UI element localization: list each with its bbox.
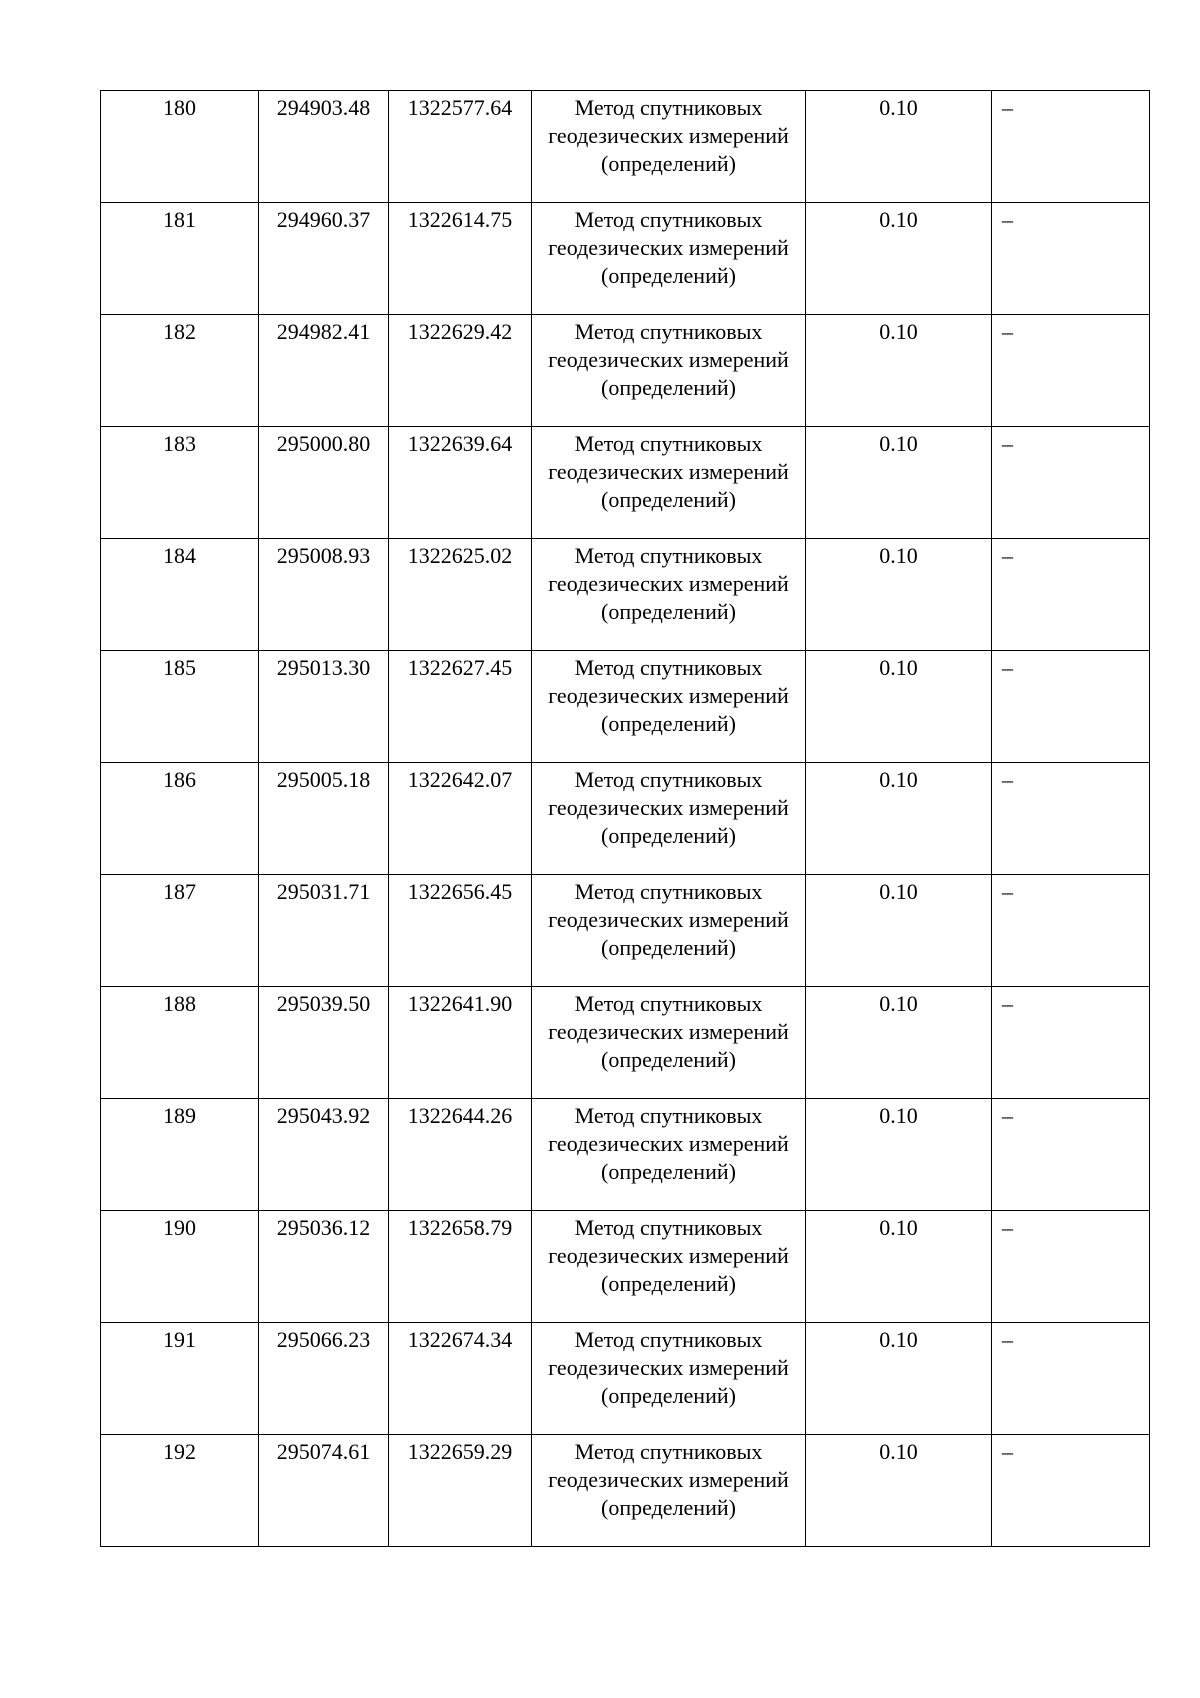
point-number-cell: 189: [101, 1099, 259, 1211]
x-coordinate-cell: 295043.92: [259, 1099, 389, 1211]
note-cell: –: [992, 539, 1150, 651]
point-number-cell: 181: [101, 203, 259, 315]
accuracy-cell: 0.10: [806, 763, 992, 875]
x-coordinate-cell: 295074.61: [259, 1435, 389, 1547]
point-number-cell: 183: [101, 427, 259, 539]
table-row: [101, 91, 1150, 203]
point-number-cell: 184: [101, 539, 259, 651]
method-cell: Метод спутниковых геодезических измерений (определений): [532, 651, 806, 763]
point-number-cell: 190: [101, 1211, 259, 1323]
point-number-cell: 180: [101, 91, 259, 203]
table-row: [101, 763, 1150, 875]
method-cell: Метод спутниковых геодезических измерений (определений): [532, 1211, 806, 1323]
point-number-cell: 186: [101, 763, 259, 875]
accuracy-cell: 0.10: [806, 1435, 992, 1547]
coordinates-table-body: [101, 91, 1150, 1547]
table-row: [101, 1211, 1150, 1323]
accuracy-cell: 0.10: [806, 1099, 992, 1211]
coordinates-table: [100, 90, 1150, 1547]
note-cell: –: [992, 1323, 1150, 1435]
accuracy-cell: 0.10: [806, 91, 992, 203]
point-number-cell: 191: [101, 1323, 259, 1435]
note-cell: –: [992, 875, 1150, 987]
note-cell: –: [992, 1435, 1150, 1547]
x-coordinate-cell: 295013.30: [259, 651, 389, 763]
method-cell: Метод спутниковых геодезических измерений (определений): [532, 539, 806, 651]
note-cell: –: [992, 315, 1150, 427]
table-row: [101, 427, 1150, 539]
table-row: [101, 987, 1150, 1099]
note-cell: –: [992, 203, 1150, 315]
accuracy-cell: 0.10: [806, 1211, 992, 1323]
point-number-cell: 185: [101, 651, 259, 763]
y-coordinate-cell: 1322577.64: [389, 91, 532, 203]
x-coordinate-cell: 295031.71: [259, 875, 389, 987]
note-cell: –: [992, 987, 1150, 1099]
y-coordinate-cell: 1322625.02: [389, 539, 532, 651]
note-cell: –: [992, 763, 1150, 875]
note-cell: –: [992, 1099, 1150, 1211]
method-cell: Метод спутниковых геодезических измерений (определений): [532, 1099, 806, 1211]
accuracy-cell: 0.10: [806, 203, 992, 315]
y-coordinate-cell: 1322674.34: [389, 1323, 532, 1435]
method-cell: Метод спутниковых геодезических измерений (определений): [532, 1323, 806, 1435]
point-number-cell: 188: [101, 987, 259, 1099]
note-cell: –: [992, 1211, 1150, 1323]
x-coordinate-cell: 295005.18: [259, 763, 389, 875]
y-coordinate-cell: 1322658.79: [389, 1211, 532, 1323]
table-row: [101, 1323, 1150, 1435]
table-row: [101, 1435, 1150, 1547]
method-cell: Метод спутниковых геодезических измерений (определений): [532, 203, 806, 315]
x-coordinate-cell: 295000.80: [259, 427, 389, 539]
table-row: [101, 651, 1150, 763]
note-cell: –: [992, 427, 1150, 539]
accuracy-cell: 0.10: [806, 315, 992, 427]
point-number-cell: 182: [101, 315, 259, 427]
method-cell: Метод спутниковых геодезических измерений (определений): [532, 1435, 806, 1547]
method-cell: Метод спутниковых геодезических измерений (определений): [532, 91, 806, 203]
method-cell: Метод спутниковых геодезических измерений (определений): [532, 987, 806, 1099]
x-coordinate-cell: 294903.48: [259, 91, 389, 203]
note-cell: –: [992, 91, 1150, 203]
accuracy-cell: 0.10: [806, 427, 992, 539]
accuracy-cell: 0.10: [806, 539, 992, 651]
method-cell: Метод спутниковых геодезических измерений (определений): [532, 427, 806, 539]
y-coordinate-cell: 1322639.64: [389, 427, 532, 539]
method-cell: Метод спутниковых геодезических измерений (определений): [532, 763, 806, 875]
accuracy-cell: 0.10: [806, 1323, 992, 1435]
y-coordinate-cell: 1322642.07: [389, 763, 532, 875]
y-coordinate-cell: 1322656.45: [389, 875, 532, 987]
accuracy-cell: 0.10: [806, 987, 992, 1099]
accuracy-cell: 0.10: [806, 651, 992, 763]
y-coordinate-cell: 1322629.42: [389, 315, 532, 427]
x-coordinate-cell: 295039.50: [259, 987, 389, 1099]
table-row: [101, 539, 1150, 651]
x-coordinate-cell: 295066.23: [259, 1323, 389, 1435]
x-coordinate-cell: 294982.41: [259, 315, 389, 427]
table-row: [101, 315, 1150, 427]
y-coordinate-cell: 1322644.26: [389, 1099, 532, 1211]
note-cell: –: [992, 651, 1150, 763]
y-coordinate-cell: 1322659.29: [389, 1435, 532, 1547]
x-coordinate-cell: 295008.93: [259, 539, 389, 651]
point-number-cell: 187: [101, 875, 259, 987]
point-number-cell: 192: [101, 1435, 259, 1547]
y-coordinate-cell: 1322614.75: [389, 203, 532, 315]
x-coordinate-cell: 295036.12: [259, 1211, 389, 1323]
method-cell: Метод спутниковых геодезических измерений (определений): [532, 875, 806, 987]
table-row: [101, 875, 1150, 987]
table-row: [101, 1099, 1150, 1211]
accuracy-cell: 0.10: [806, 875, 992, 987]
method-cell: Метод спутниковых геодезических измерений (определений): [532, 315, 806, 427]
x-coordinate-cell: 294960.37: [259, 203, 389, 315]
y-coordinate-cell: 1322641.90: [389, 987, 532, 1099]
table-row: [101, 203, 1150, 315]
y-coordinate-cell: 1322627.45: [389, 651, 532, 763]
